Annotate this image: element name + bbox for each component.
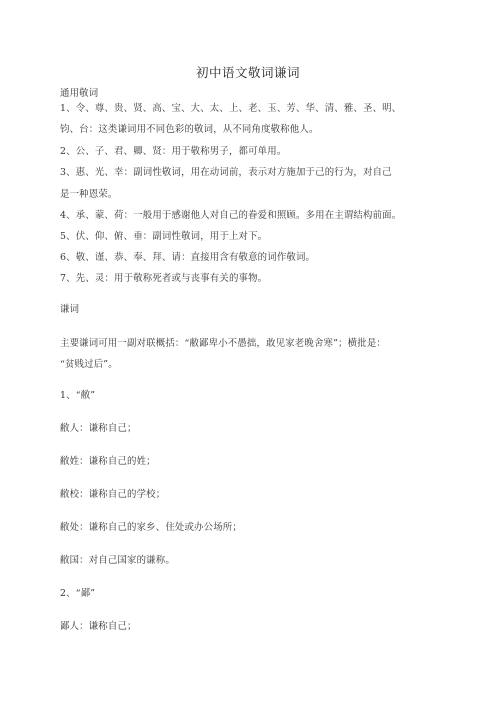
- humble-item-bichu: 敝处：谦称自己的家乡、住处或办公场所；: [60, 522, 242, 533]
- humble-intro-line-1: 主要谦词可用一副对联概括：“敝鄙卑小不愚拙，敢见家老晚舍寒”；横批是：: [60, 338, 386, 349]
- humble-item-bixiao: 敝校：谦称自己的学校；: [60, 489, 166, 500]
- honorific-item-7: 7、先、灵：用于敬称死者或与丧事有关的事物。: [60, 273, 268, 284]
- honorific-item-4: 4、承、蒙、荷：一般用于感谢他人对自己的眷爱和照顾。多用在主谓结构前面。: [60, 210, 402, 221]
- honorific-item-1a: 1、令、尊、贵、贤、高、宝、大、太、上、老、玉、芳、华、清、雅、圣、明、: [60, 103, 402, 114]
- document-title: 初中语文敬词谦词: [195, 65, 300, 80]
- humble-intro-line-2: “贫贱过后”。: [60, 359, 118, 370]
- subsection-heading-bi: 1、“敝”: [60, 390, 96, 401]
- section-heading-humble: 谦词: [60, 304, 80, 315]
- humble-item-biren: 敝人：谦称自己；: [60, 423, 137, 434]
- honorific-item-3a: 3、惠、光、幸：副词性敬词，用在动词前，表示对方施加于己的行为，对自己: [60, 167, 392, 178]
- humble-item-biguo: 敝国：对自己国家的谦称。: [60, 555, 175, 566]
- subsection-heading-bi2: 2、“鄙”: [60, 588, 96, 599]
- humble-item-biren2: 鄙人：谦称自己；: [60, 621, 137, 632]
- honorific-item-5: 5、伏、仰、俯、垂：副词性敬词，用于上对下。: [60, 231, 268, 242]
- honorific-item-3b: 是一种恩荣。: [60, 189, 118, 200]
- humble-item-bixing: 敝姓：谦称自己的姓；: [60, 456, 156, 467]
- honorific-item-2: 2、公、子、君、卿、贤：用于敬称男子，都可单用。: [60, 146, 287, 157]
- section-heading-honorific: 通用敬词: [60, 88, 99, 99]
- honorific-item-6: 6、敬、谨、恭、奉、拜、请：直接用含有敬意的词作敬词。: [60, 252, 316, 263]
- honorific-item-1b: 钧、台：这类谦词用不同色彩的敬词，从不同角度敬称他人。: [60, 124, 319, 135]
